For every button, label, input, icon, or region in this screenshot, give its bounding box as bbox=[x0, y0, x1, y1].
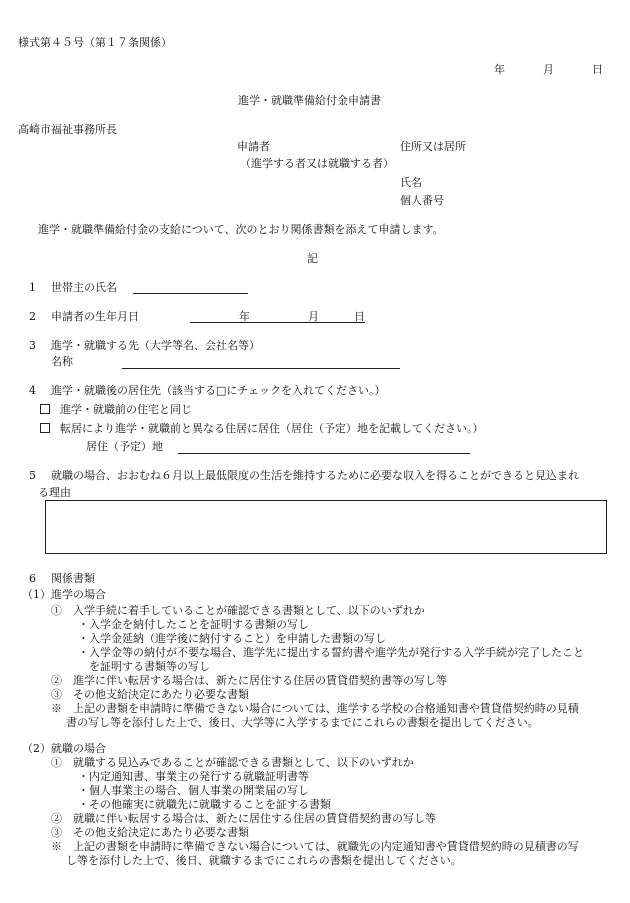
ki-heading: 記 bbox=[307, 252, 318, 265]
item2-number: 2 bbox=[29, 310, 36, 323]
section1-bullet3-line1: ・入学金等の納付が不要な場合、進学先に提出する誓約書や進学先が発行する入学手続が完了したこと bbox=[78, 646, 584, 659]
section2-bullet2: ・個人事業主の場合、個人事業の開業届の写し bbox=[78, 784, 309, 797]
item6-number: 6 bbox=[29, 572, 36, 585]
item5-text-line2: る理由 bbox=[38, 486, 71, 499]
section1-note-line1: ※ 上記の書類を申請時に準備できない場合については、進学する学校の合格通知書や賃貸借契約時の見積 bbox=[51, 702, 579, 715]
section2-clause1: ① 就職する見込みであることが確認できる書類として、以下のいずれか bbox=[51, 756, 414, 769]
section2-note-line1: ※ 上記の書類を申請時に準備できない場合については、就職先の内定通知書や賃貸借契約時の見積書の写 bbox=[51, 840, 579, 853]
applicant-sub-label: （進学する者又は就職する者） bbox=[240, 157, 394, 170]
checkbox-moved-residence[interactable] bbox=[40, 423, 50, 433]
householder-name-field[interactable] bbox=[133, 281, 248, 294]
section2-bullet3: ・その他確実に就職先に就職することを証する書類 bbox=[78, 798, 331, 811]
birthdate-field[interactable] bbox=[190, 310, 365, 323]
birth-year-label: 年 bbox=[239, 310, 250, 323]
item5-number: 5 bbox=[29, 469, 36, 482]
applicant-name-label: 氏名 bbox=[400, 176, 422, 189]
checkbox-same-residence[interactable] bbox=[40, 404, 50, 414]
section2-clause2: ② 就職に伴い転居する場合は、新たに居住する住居の賃貸借契約書の写し等 bbox=[51, 812, 436, 825]
section1-note-line2: 書の写し等を添付した上で、後日、大学等に入学するまでにこれらの書類を提出してください。 bbox=[66, 716, 539, 729]
item4-number: 4 bbox=[29, 384, 36, 397]
date-day-label: 日 bbox=[592, 63, 603, 76]
item6-title: 関係書類 bbox=[51, 572, 95, 585]
item1-label: 世帯主の氏名 bbox=[51, 281, 117, 294]
item2-label: 申請者の生年月日 bbox=[51, 310, 139, 323]
applicant-address-label: 住所又は居所 bbox=[400, 140, 466, 153]
date-month-label: 月 bbox=[543, 63, 554, 76]
section1-bullet2: ・入学金延納（進学後に納付すること）を申請した書類の写し bbox=[78, 632, 386, 645]
applicant-label: 申請者 bbox=[237, 140, 270, 153]
residence-option-moved[interactable] bbox=[40, 422, 484, 436]
section1-clause2: ② 進学に伴い転居する場合は、新たに居住する住居の賃貸借契約書等の写し等 bbox=[51, 674, 447, 687]
item1-number: 1 bbox=[29, 281, 36, 294]
item3-number: 3 bbox=[29, 339, 36, 352]
date-year-label: 年 bbox=[494, 63, 505, 76]
destination-name-field[interactable] bbox=[122, 356, 400, 369]
section1-bullet3-line2: を証明する書類等の写し bbox=[89, 660, 210, 673]
section1-clause3: ③ その他支給決定にあたり必要な書類 bbox=[51, 688, 249, 701]
section2-title: （2）就職の場合 bbox=[22, 742, 106, 755]
item5-text-line1: 就職の場合、おおむね６月以上最低限度の生活を維持するために必要な収入を得ることができると見込まれ bbox=[51, 469, 579, 482]
section1-title: （1）進学の場合 bbox=[22, 588, 106, 601]
birth-month-label: 月 bbox=[308, 310, 319, 323]
option-moved-label: 転居により進学・就職前と異なる住居に居住（居住（予定）地を記載してください。） bbox=[60, 422, 484, 435]
applicant-id-label: 個人番号 bbox=[400, 194, 444, 207]
item4-label: 進学・就職後の居住先（該当する□にチェックを入れてください。） bbox=[51, 384, 386, 397]
item3-label: 進学・就職する先（大学等名、会社名等） bbox=[51, 339, 260, 352]
section2-note-line2: し等を添付した上で、後日、就職するまでにこれらの書類を提出してください。 bbox=[66, 854, 462, 867]
residence-field[interactable] bbox=[178, 441, 470, 454]
form-number: 様式第４５号（第１７条関係） bbox=[18, 36, 172, 49]
intro-text: 進学・就職準備給付金の支給について、次のとおり関係書類を添えて申請します。 bbox=[38, 223, 444, 236]
document-title: 進学・就職準備給付金申請書 bbox=[238, 94, 381, 107]
section1-bullet1: ・入学金を納付したことを証明する書類の写し bbox=[78, 618, 309, 631]
section2-clause3: ③ その他支給決定にあたり必要な書類 bbox=[51, 826, 249, 839]
option-same-label: 進学・就職前の住宅と同じ bbox=[60, 403, 192, 416]
birth-day-label: 日 bbox=[354, 310, 365, 323]
residence-label: 居住（予定）地 bbox=[86, 440, 163, 453]
residence-option-same[interactable] bbox=[40, 403, 192, 417]
addressee: 高崎市福祉事務所長 bbox=[18, 123, 117, 136]
section2-bullet1: ・内定通知書、事業主の発行する就職証明書等 bbox=[78, 770, 309, 783]
section1-clause1: ① 入学手続に着手していることが確認できる書類として、以下のいずれか bbox=[51, 604, 425, 617]
item3-name-label: 名称 bbox=[51, 355, 73, 368]
reason-textbox[interactable] bbox=[45, 500, 607, 554]
